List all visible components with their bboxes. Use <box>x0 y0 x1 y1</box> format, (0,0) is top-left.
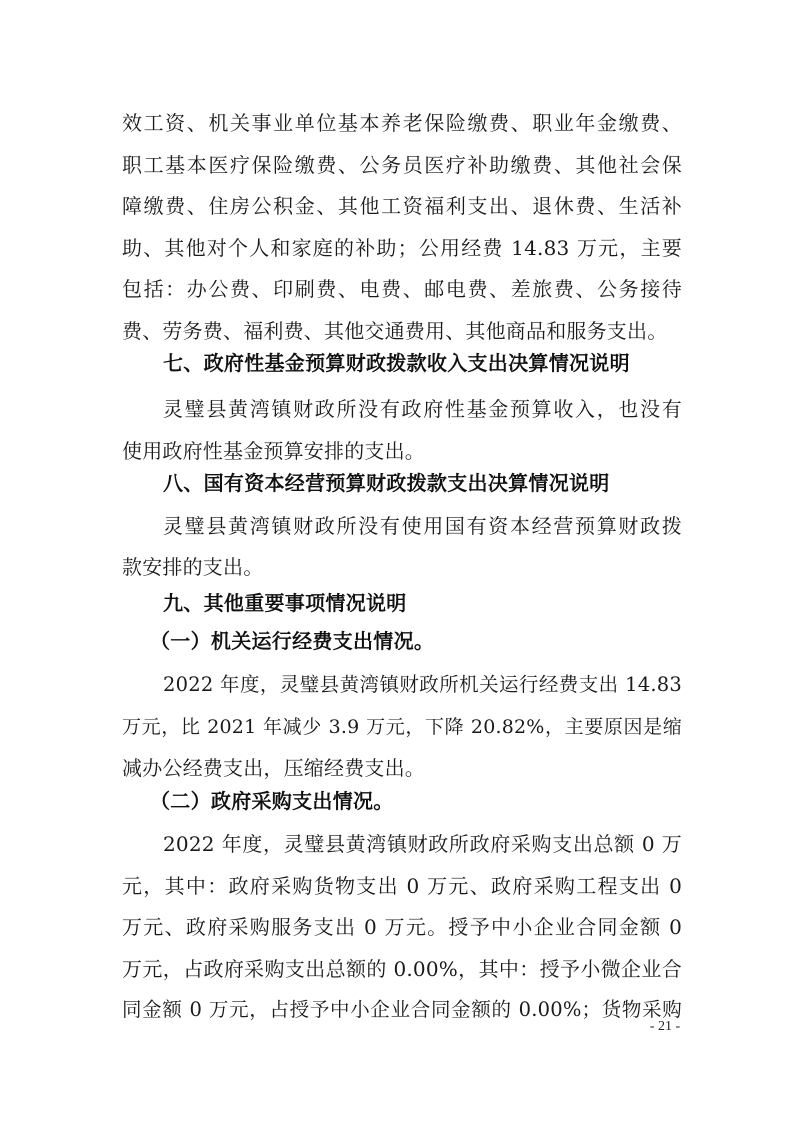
paragraph-line: 障缴费、住房公积金、其他工资福利支出、退休费、生活补 <box>122 194 682 218</box>
paragraph-line: 效工资、机关事业单位基本养老保险缴费、职业年金缴费、 <box>122 111 682 135</box>
paragraph-line: 使用政府性基金预算安排的支出。 <box>122 439 425 463</box>
paragraph-line: 职工基本医疗保险缴费、公务员医疗补助缴费、其他社会保 <box>122 153 682 177</box>
subsection-heading-9-2: （二）政府采购支出情况。 <box>150 789 394 813</box>
paragraph-line: 灵璧县黄湾镇财政所没有政府性基金预算收入，也没有 <box>163 397 682 421</box>
section-heading-8: 八、国有资本经营预算财政拨款支出决算情况说明 <box>163 471 610 495</box>
paragraph-line: 费、劳务费、福利费、其他交通费用、其他商品和服务支出。 <box>122 319 668 343</box>
section-heading-9: 九、其他重要事项情况说明 <box>163 591 407 615</box>
paragraph-line: 万元，比 2021 年减少 3.9 万元，下降 20.82%，主要原因是缩 <box>122 716 682 738</box>
paragraph-line: 2022 年度，灵璧县黄湾镇财政所机关运行经费支出 14.83 <box>163 673 682 696</box>
paragraph-line: 减办公经费支出，压缩经费支出。 <box>122 756 425 780</box>
paragraph-line: 助、其他对个人和家庭的补助；公用经费 14.83 万元，主要 <box>122 236 682 260</box>
paragraph-line: 款安排的支出。 <box>122 555 264 579</box>
page-number: - 21 - <box>649 1019 681 1034</box>
paragraph-line: 万元、政府采购服务支出 0 万元。授予中小企业合同金额 0 <box>122 915 682 939</box>
paragraph-line: 包括：办公费、印刷费、电费、邮电费、差旅费、公务接待 <box>122 277 682 301</box>
section-heading-7: 七、政府性基金预算财政拨款收入支出决算情况说明 <box>163 351 630 375</box>
paragraph-line: 元，其中：政府采购货物支出 0 万元、政府采购工程支出 0 <box>122 874 682 898</box>
paragraph-line: 2022 年度，灵璧县黄湾镇财政所政府采购支出总额 0 万 <box>163 832 682 856</box>
paragraph-line: 万元，占政府采购支出总额的 0.00%，其中：授予小微企业合 <box>122 957 682 981</box>
subsection-heading-9-1: （一）机关运行经费支出情况。 <box>150 629 435 653</box>
paragraph-line: 同金额 0 万元，占授予中小企业合同金额的 0.00%；货物采购 <box>122 998 682 1021</box>
paragraph-line: 灵璧县黄湾镇财政所没有使用国有资本经营预算财政拨 <box>163 514 682 538</box>
